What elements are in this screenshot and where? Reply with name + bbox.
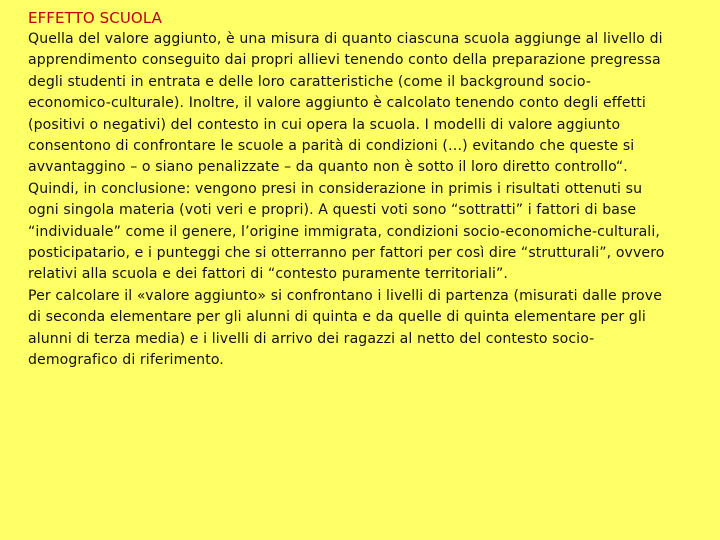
- paragraph-1: Quella del valore aggiunto, è una misura di quanto ciascuna scuola aggiunge al livello di apprendimento conseguito dai propri allievi tenendo conto della preparazione pregressa degli studenti in entrata e delle loro caratteristiche (come il background socio-economico-culturale). Inoltre, il valore aggiunto è calcolato tenendo conto degli effetti (positivi o negativi) del contesto in cui opera la scuola. I modelli di valore aggiunto consentono di confrontare le scuole a parità di condizioni (…) evitando che queste si avvantaggino – o siano penalizzate – da quanto non è sotto il loro diretto controllo“.: [28, 31, 663, 176]
- slide-title: EFFETTO SCUOLA: [28, 9, 162, 27]
- paragraph-2: Quindi, in conclusione: vengono presi in considerazione in primis i risultati ottenuti su ogni singola materia (voti veri e propri). A questi voti sono “sottratti” i fattori di base “individuale” come il genere, l’origine immigrata, condizioni socio-economiche-culturali, posticipatario, e i punteggi che si otterranno per fattori per così dire “strutturali”, ovvero relativi alla scuola e dei fattori di “contesto puramente territoriali”.: [28, 180, 665, 283]
- paragraph-3: Per calcolare il «valore aggiunto» si confrontano i livelli di partenza (misurati dalle prove di seconda elementare per gli alunni di quinta e da quelle di quinta elementare per gli alunni di terza media) e i livelli di arrivo dei ragazzi al netto del contesto socio-demografico di riferimento.: [28, 287, 662, 369]
- slide-body: [28, 29, 668, 372]
